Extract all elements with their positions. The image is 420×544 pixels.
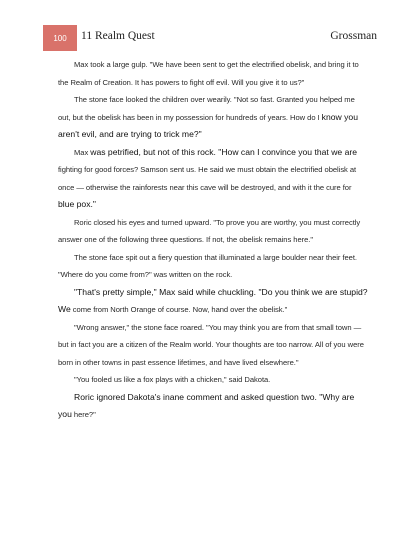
paragraph-text: Max took a large gulp. "We have been sent to get the electrified obelisk, and bring it to the Realm of Creation. It has powers to fight off evil. Will you give it to us?" [58, 60, 359, 87]
paragraph-text: Roric closed his eyes and turned upward. "To prove you are worthy, you must correctly answer one of the following three questions. If not, the obelisk remains here." [58, 217, 361, 244]
paragraph [58, 389, 368, 424]
author-name: Grossman [330, 30, 377, 42]
paragraph-text: come from North Orange of course. Now, hand over the obelisk." [70, 305, 288, 314]
paragraph [58, 371, 368, 389]
page-number-badge [43, 25, 77, 51]
paragraph [58, 319, 368, 372]
paragraph [58, 144, 368, 214]
paragraph [58, 249, 368, 284]
paragraph-text: blue pox." [58, 199, 96, 209]
paragraph [58, 284, 368, 319]
paragraph-text: The stone face spit out a fiery question that illuminated a large boulder near their feet. "Where do you come from?" was written on the rock. [58, 252, 357, 279]
paragraph-text: here?" [71, 410, 96, 419]
paragraph-text: "You fooled us like a fox plays with a chicken," said Dakota. [74, 375, 271, 384]
paragraph-text: Roric ignored Dakota's inane comment and asked question two. "Why are you [58, 391, 355, 419]
paragraph-text: know you aren't evil, and are trying to trick me?" [58, 111, 358, 139]
paragraph-text: was petrified, but not of this rock. "How can I convince you that we are [90, 146, 357, 157]
paragraph [58, 91, 368, 144]
page-body [58, 56, 368, 424]
paragraph-text: The stone face looked the children over wearily. "Not so fast. Granted you helped me out, but the obelisk has been in my possession for hundreds of years. How do I [58, 95, 355, 122]
paragraph [58, 214, 368, 249]
paragraph-text: "Wrong answer," the stone face roared. "You may think you are from that small town — but in fact you are a citizen of the Realm world. Your thoughts are too narrow. All of you were born in other towns in past essence lifetimes, and have lived elsewhere." [58, 322, 364, 367]
page-number: 100 [53, 33, 67, 43]
paragraph-text: fighting for good forces? Samson sent us. He said we must obtain the electrified obelisk at once — otherwise the rainforests near this cave will be destroyed, and with it the cure for [58, 165, 357, 192]
paragraph-text: Max [74, 147, 91, 157]
paragraph [58, 56, 368, 91]
book-title: 11 Realm Quest [81, 30, 155, 42]
paragraph-text: "That's pretty simple," Max said while chuckling. "Do you think we are stupid? We [58, 286, 368, 314]
